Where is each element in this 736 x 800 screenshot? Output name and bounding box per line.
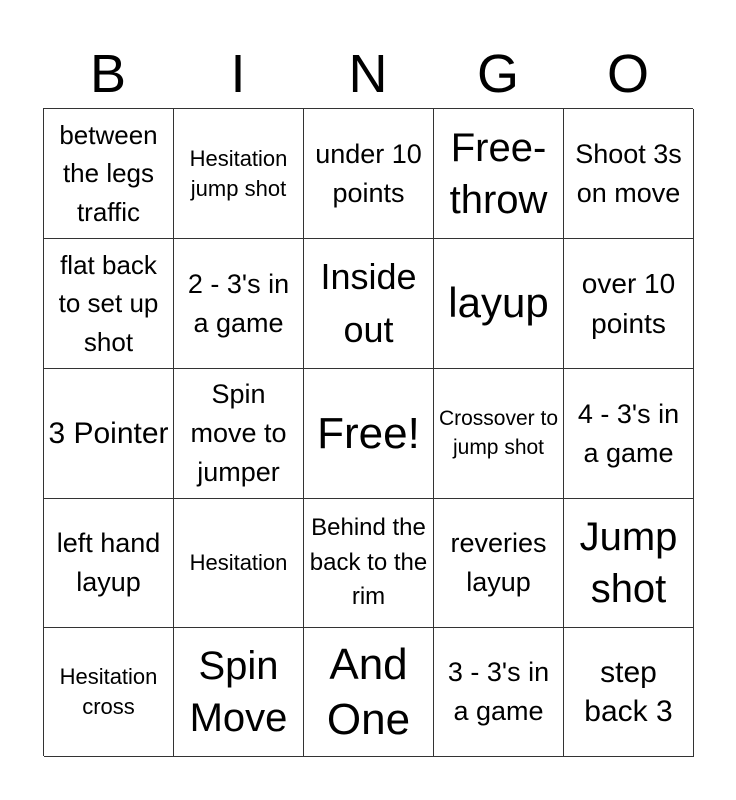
cell-text: Free-throw bbox=[449, 125, 548, 222]
cell-text: reveries layup bbox=[450, 528, 547, 597]
bingo-cell[interactable] bbox=[304, 239, 434, 369]
cell-text: Behind the back to the rim bbox=[309, 513, 428, 611]
header-letter-n: N bbox=[348, 44, 388, 104]
bingo-cell[interactable] bbox=[434, 369, 564, 499]
bingo-cell[interactable] bbox=[174, 628, 304, 757]
bingo-board bbox=[43, 108, 693, 756]
cell-text: And One bbox=[326, 640, 411, 744]
bingo-cell[interactable] bbox=[44, 109, 174, 239]
cell-text: 3 - 3's in a game bbox=[447, 657, 550, 726]
cell-text: layup bbox=[448, 279, 549, 327]
bingo-cell[interactable] bbox=[174, 369, 304, 499]
bingo-cell[interactable] bbox=[174, 499, 304, 628]
bingo-cell[interactable] bbox=[174, 109, 304, 239]
cell-text: Jump shot bbox=[579, 515, 678, 611]
bingo-cell[interactable] bbox=[434, 239, 564, 369]
bingo-cell[interactable] bbox=[304, 109, 434, 239]
bingo-cell[interactable] bbox=[44, 239, 174, 369]
bingo-cell[interactable] bbox=[174, 239, 304, 369]
cell-text: Inside out bbox=[320, 256, 417, 350]
bingo-cell[interactable] bbox=[44, 499, 174, 628]
bingo-cell[interactable] bbox=[44, 628, 174, 757]
cell-text: Hesitation cross bbox=[59, 664, 158, 719]
cell-text: under 10 points bbox=[315, 138, 422, 208]
bingo-cell[interactable] bbox=[564, 239, 694, 369]
header-letter-i: I bbox=[230, 44, 246, 104]
cell-text: Spin Move bbox=[189, 644, 288, 740]
cell-text: 3 Pointer bbox=[48, 417, 169, 450]
bingo-cell[interactable] bbox=[434, 628, 564, 757]
cell-text: Hesitation bbox=[189, 550, 288, 576]
bingo-header bbox=[43, 40, 693, 108]
cell-text: Shoot 3s on move bbox=[575, 138, 682, 208]
bingo-cell[interactable] bbox=[564, 369, 694, 499]
cell-text: over 10 points bbox=[581, 268, 676, 339]
cell-text: flat back to set up shot bbox=[58, 249, 159, 357]
bingo-cell[interactable] bbox=[434, 109, 564, 239]
header-letter-g: G bbox=[476, 44, 519, 104]
cell-text: left hand layup bbox=[56, 528, 161, 597]
bingo-cell[interactable] bbox=[44, 369, 174, 499]
cell-text: 2 - 3's in a game bbox=[187, 268, 290, 338]
cell-text: Spin move to jumper bbox=[190, 379, 287, 487]
cell-text: Crossover to jump shot bbox=[438, 407, 559, 459]
bingo-cell[interactable] bbox=[564, 109, 694, 239]
cell-text: 4 - 3's in a game bbox=[577, 398, 680, 468]
bingo-cell[interactable] bbox=[564, 499, 694, 628]
bingo-cell[interactable] bbox=[564, 628, 694, 757]
cell-text: Hesitation jump shot bbox=[189, 145, 288, 201]
bingo-cell[interactable] bbox=[434, 499, 564, 628]
bingo-cell[interactable] bbox=[304, 499, 434, 628]
cell-text: step back 3 bbox=[584, 656, 673, 728]
free-space-cell[interactable] bbox=[304, 369, 434, 499]
free-space-text: Free! bbox=[317, 409, 420, 458]
cell-text: between the legs traffic bbox=[59, 119, 158, 227]
bingo-cell[interactable] bbox=[304, 628, 434, 757]
header-letter-o: O bbox=[606, 44, 649, 104]
header-letter-b: B bbox=[89, 44, 127, 104]
